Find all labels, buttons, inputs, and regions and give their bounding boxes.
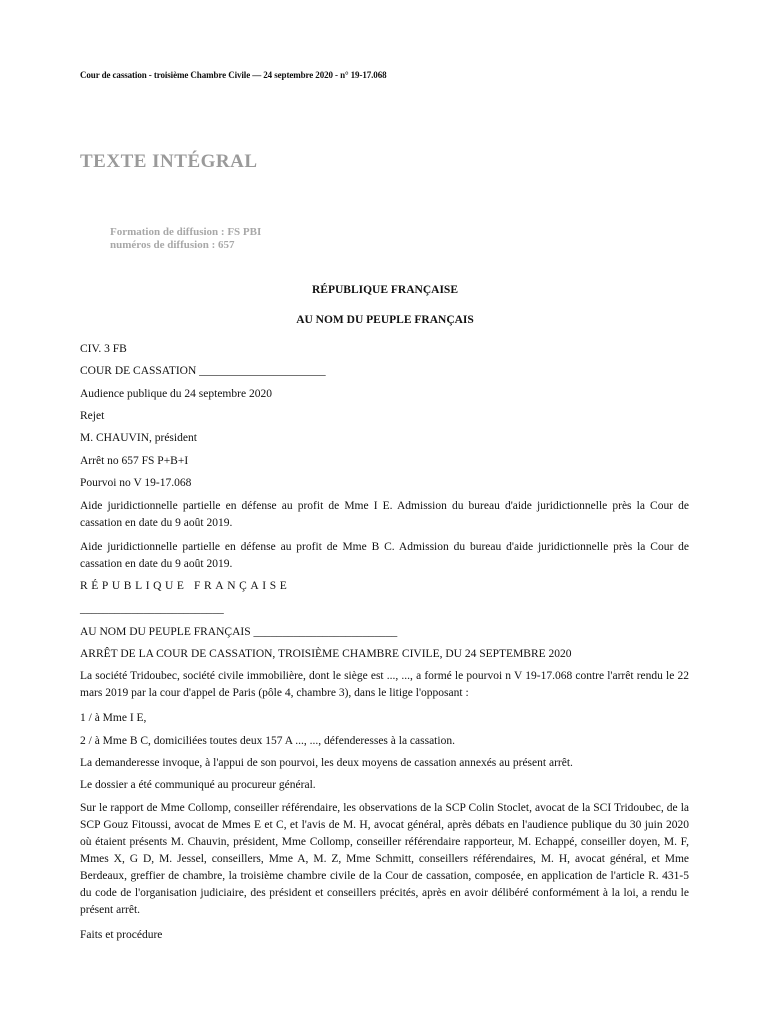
president-name: M. CHAUVIN, président xyxy=(80,432,197,444)
party-2: 2 / à Mme B C, domiciliées toutes deux 157 A ..., ..., défenderesses à la cassation. xyxy=(80,735,455,747)
decision-outcome: Rejet xyxy=(80,410,105,422)
paragraph-societe: La société Tridoubec, société civile immobilière, dont le siège est ..., ..., a formé le pourvoi n V 19-17.068 contre l'arrêt rendu le 22 mars 2019 par la cour d'appel de Paris (pôle 4, chambre 3), dans le litige l'opposant : xyxy=(80,670,689,699)
separator-line: _________________________ xyxy=(80,603,224,615)
paragraph-dossier: Le dossier a été communiqué au procureur général. xyxy=(80,779,316,791)
chamber-code: CIV. 3 FB xyxy=(80,343,127,355)
pourvoi-number: Pourvoi no V 19-17.068 xyxy=(80,477,192,489)
paragraph-rapport: Sur le rapport de Mme Collomp, conseiller référendaire, les observations de la SCP Colin Stoclet, avocat de la SCI Tridoubec, de la SCP Gouz Fitoussi, avocat de Mmes E et C, et l'avis de M. H, avocat général, après débats en l'audience publique du 30 juin 2020 où étaient présents M. Chauvin, président, Mme Collomp, conseiller référendaire rapporteur, M. Echappé, conseiller doyen, M. F, Mmes X, G D, M. Jessel, conseillers, Mme A, M. Z, Mme Schmitt, conseillers référendaires, M. H, avocat général, et Mme Berdeaux, greffier de chambre, la troisième chambre civile de la Cour de cassation, composée, en application de l'article R. 431-5 du code de l'organisation judiciaire, des président et conseillers précités, après en avoir délibéré conformément à la loi, a rendu le présent arrêt. xyxy=(80,802,689,916)
paragraph-moyens: La demanderesse invoque, à l'appui de son pourvoi, les deux moyens de cassation annexés au présent arrêt. xyxy=(80,757,573,769)
section-faits: Faits et procédure xyxy=(80,929,163,941)
heading-peuple: AU NOM DU PEUPLE FRANÇAIS xyxy=(296,314,474,326)
republique-spaced: RÉPUBLIQUE FRANÇAISE xyxy=(80,580,291,592)
court-name: COUR DE CASSATION ______________________ xyxy=(80,365,326,377)
paragraph-aide-1: Aide juridictionnelle partielle en défense au profit de Mme I E. Admission du bureau d'aide juridictionnelle près la Cour de cassation en date du 9 août 2019. xyxy=(80,500,689,529)
diffusion-formation: Formation de diffusion : FS PBI xyxy=(110,226,262,238)
peuple-line: AU NOM DU PEUPLE FRANÇAIS _________________________ xyxy=(80,626,398,638)
diffusion-info xyxy=(110,226,261,252)
arret-number: Arrêt no 657 FS P+B+I xyxy=(80,455,189,467)
arret-title: ARRÊT DE LA COUR DE CASSATION, TROISIÈME CHAMBRE CIVILE, DU 24 SEPTEMBRE 2020 xyxy=(80,648,572,660)
heading-republique: RÉPUBLIQUE FRANÇAISE xyxy=(311,284,458,296)
section-title: TEXTE INTÉGRAL xyxy=(80,151,258,172)
audience-date: Audience publique du 24 septembre 2020 xyxy=(80,388,272,400)
citation-header: Cour de cassation - troisième Chambre Civile — 24 septembre 2020 - n° 19-17.068 xyxy=(80,70,387,80)
party-1: 1 / à Mme I E, xyxy=(80,712,147,724)
paragraph-aide-2: Aide juridictionnelle partielle en défense au profit de Mme B C. Admission du bureau d'aide juridictionnelle près la Cour de cassation en date du 9 août 2019. xyxy=(80,541,689,570)
diffusion-numeros: numéros de diffusion : 657 xyxy=(110,239,235,251)
